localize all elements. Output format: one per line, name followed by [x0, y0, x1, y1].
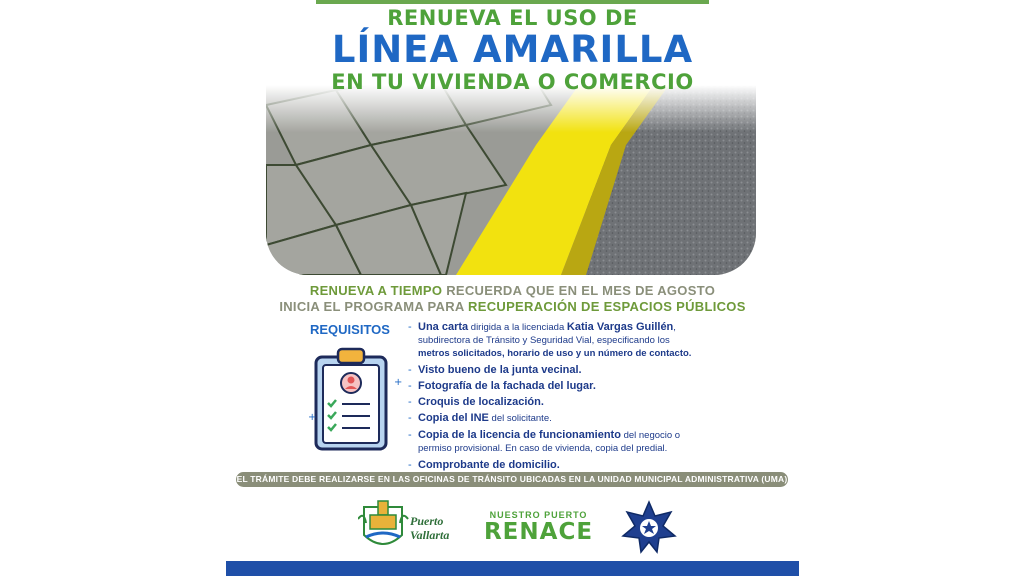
requirement-bold: Copia de la licencia de funcionamiento	[418, 429, 621, 441]
list-dash: -	[408, 459, 412, 471]
requirement-subtext: permiso provisional. En caso de vivienda, copia del predial.	[418, 443, 668, 454]
nuestro-puerto-renace-logo	[481, 510, 596, 550]
title-line-1: RENUEVA EL USO DE	[387, 6, 638, 30]
requirement-text: del solicitante.	[488, 413, 552, 424]
requirement-text: ,	[673, 322, 676, 333]
requirement-item	[408, 429, 738, 455]
lead-line-2	[226, 299, 799, 314]
renace-wordmark-text: RENACE	[483, 519, 594, 545]
requirement-text: dirigida a la licenciada	[468, 322, 567, 333]
requirement-item	[408, 396, 738, 408]
svg-text:+: +	[394, 377, 403, 388]
lead-highlight-1: RENUEVA A TIEMPO	[309, 283, 443, 298]
list-dash: -	[408, 396, 412, 408]
lead-text-2: INICIA EL PROGRAMA PARA	[279, 299, 469, 314]
street-photo	[266, 85, 756, 275]
renace-wordmark	[481, 519, 596, 545]
list-dash: -	[408, 364, 412, 376]
requirement-bold: Fotografía de la fachada del lugar.	[418, 380, 596, 392]
notice-banner: EL TRÁMITE DEBE REALIZARSE EN LAS OFICINAS DE TRÁNSITO UBICADAS EN LA UNIDAD MUNICIPAL ADMINISTRATIVA (UMA)	[236, 472, 788, 487]
top-accent-bar	[316, 0, 709, 4]
requirement-item	[408, 380, 738, 392]
title-line-2: LÍNEA AMARILLA	[331, 28, 694, 71]
pv-logo-line2: Vallarta	[410, 528, 450, 542]
requirement-bold: metros solicitados, horario de uso y un número de contacto.	[418, 348, 692, 359]
title-line-3: EN TU VIVIENDA O COMERCIO	[331, 70, 694, 94]
requirement-bold: Katia Vargas Guillén	[566, 321, 674, 333]
requirements-list	[408, 321, 738, 475]
requirement-bold: Comprobante de domicilio.	[418, 459, 560, 471]
lead-line-1	[226, 283, 799, 298]
police-star-badge-icon	[621, 500, 677, 554]
requirement-text: del negocio o	[620, 430, 681, 441]
list-dash: -	[408, 429, 412, 441]
requirement-subtext: subdirectora de Tránsito y Seguridad Vial, especificando los	[418, 335, 670, 346]
lead-text-1: RECUERDA QUE EN EL MES DE AGOSTO	[442, 283, 716, 298]
requirement-bold: Visto bueno de la junta vecinal.	[418, 364, 582, 376]
svg-text:+: +	[308, 412, 317, 423]
list-dash: -	[408, 412, 412, 424]
list-dash: -	[408, 321, 412, 333]
renace-subtitle: NUESTRO PUERTO	[489, 510, 588, 520]
requirement-item	[408, 412, 738, 425]
requisitos-heading: REQUISITOS	[310, 322, 390, 337]
requirement-item	[408, 459, 738, 471]
puerto-vallarta-crest-icon	[358, 501, 408, 544]
lead-highlight-2: RECUPERACIÓN DE ESPACIOS PÚBLICOS	[468, 299, 746, 314]
requirement-item	[408, 321, 738, 360]
requirement-item	[408, 364, 738, 376]
requirement-bold: Una carta	[418, 321, 469, 333]
requirement-bold: Croquis de localización.	[418, 396, 544, 408]
clipboard-checklist-icon	[306, 345, 406, 455]
pv-logo-line1: Puerto	[410, 514, 444, 528]
poster	[226, 0, 799, 576]
requirement-bold: Copia del INE	[418, 412, 489, 424]
list-dash: -	[408, 380, 412, 392]
puerto-vallarta-logo	[358, 497, 458, 555]
footer-pattern-bar	[226, 561, 799, 576]
